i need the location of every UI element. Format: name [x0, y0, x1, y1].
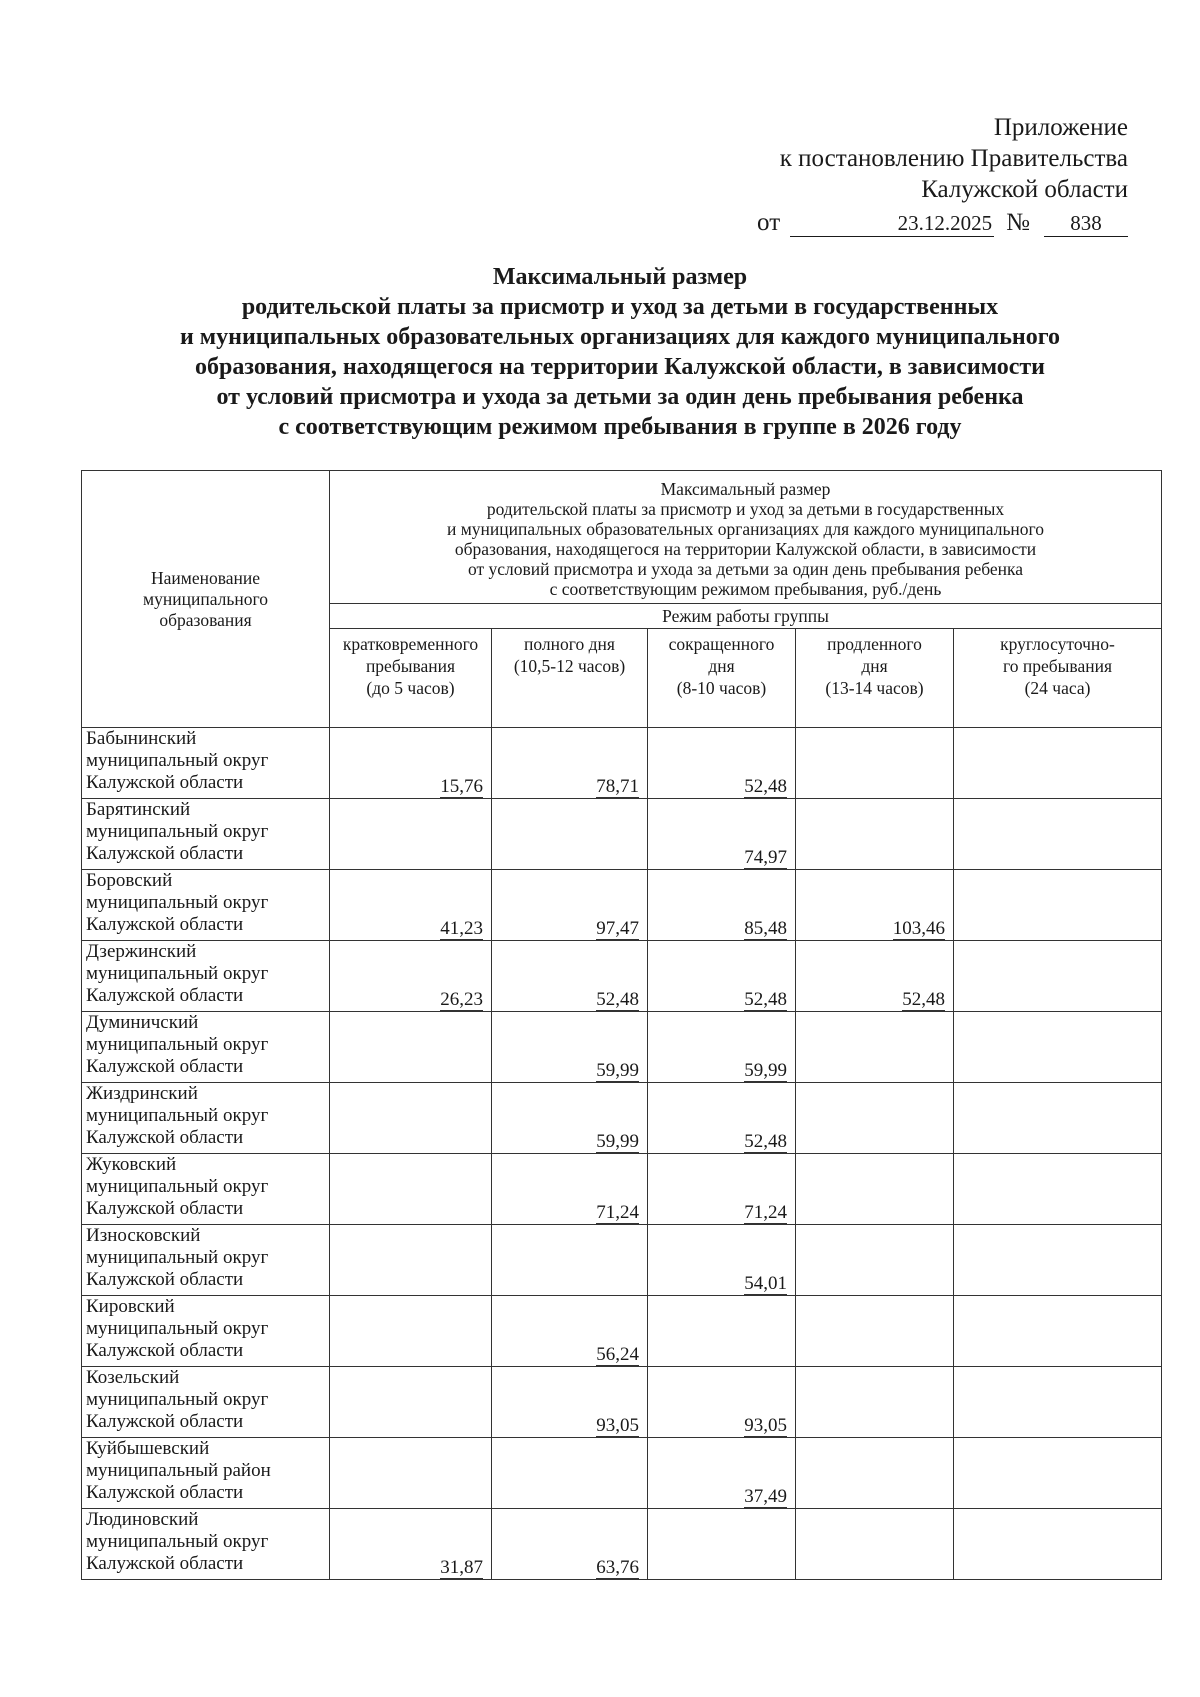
column-header-full-day [492, 629, 648, 728]
column-header-short-stay [330, 629, 492, 728]
fee-cell [330, 1296, 492, 1367]
fee-cell [492, 799, 648, 870]
header-line: (до 5 часов) [366, 678, 455, 698]
fee-cell [796, 1154, 954, 1225]
fee-value: 93,05 [596, 1415, 639, 1436]
fee-value: 15,76 [440, 776, 483, 797]
fee-value: 71,24 [596, 1202, 639, 1223]
fee-value: 37,49 [744, 1486, 787, 1507]
header-line: дня [861, 656, 888, 676]
group-mode-header: Режим работы группы [330, 604, 1162, 629]
fee-cell [330, 1509, 492, 1580]
municipality-name-line: Жуковский [86, 1154, 177, 1175]
municipality-name-line: Калужской области [86, 1411, 244, 1432]
municipality-name-line: Людиновский [86, 1509, 199, 1530]
fee-value: 59,99 [744, 1060, 787, 1081]
fee-cell [648, 1438, 796, 1509]
fee-value: 74,97 [744, 847, 787, 868]
fee-cell [492, 728, 648, 799]
header-line: кратковременного [342, 634, 479, 654]
fee-cell [648, 1509, 796, 1580]
municipality-header [82, 471, 330, 728]
municipality-name-line: Жиздринский [86, 1083, 198, 1104]
fee-cell [954, 1367, 1162, 1438]
fee-cell [796, 1225, 954, 1296]
header-line: родительской платы за присмотр и уход за детьми в государственных [486, 499, 1005, 519]
fee-value: 52,48 [744, 776, 787, 797]
fee-cell [492, 1438, 648, 1509]
fee-cell [796, 941, 954, 1012]
fee-cell [648, 870, 796, 941]
fee-cell [492, 1367, 648, 1438]
municipality-name-line: муниципальный округ [86, 1176, 269, 1197]
fee-cell [954, 1012, 1162, 1083]
fee-cell [330, 1438, 492, 1509]
fee-cell [492, 1296, 648, 1367]
table-row [82, 1296, 1162, 1367]
fee-cell [330, 728, 492, 799]
fee-cell [954, 799, 1162, 870]
header-line: муниципального [143, 588, 268, 609]
municipality-name [82, 1367, 330, 1438]
table-row [82, 799, 1162, 870]
municipality-name-line: Калужской области [86, 1198, 244, 1219]
fee-cell [648, 1154, 796, 1225]
fee-cell [796, 728, 954, 799]
header-line: (10,5-12 часов) [513, 656, 626, 676]
header-line: с соответствующим режимом пребывания, руб./день [549, 579, 942, 599]
fee-cell [954, 1225, 1162, 1296]
municipality-name-line: Козельский [86, 1367, 180, 1388]
resolution-number: 838 [1044, 210, 1128, 237]
header-line: Наименование [150, 567, 261, 588]
fee-cell [330, 1154, 492, 1225]
fee-cell [648, 1296, 796, 1367]
fee-cell [648, 799, 796, 870]
fee-cell [954, 728, 1162, 799]
fee-value: 26,23 [440, 989, 483, 1010]
table-row [82, 1509, 1162, 1580]
municipality-name-line: муниципальный район [86, 1460, 271, 1481]
fee-value: 59,99 [596, 1060, 639, 1081]
municipality-name-line: Думиничский [86, 1012, 199, 1033]
fee-value: 52,48 [596, 989, 639, 1010]
resolution-date: 23.12.2025 [790, 210, 994, 237]
table-row [82, 1083, 1162, 1154]
fee-cell [796, 1438, 954, 1509]
municipality-name [82, 1296, 330, 1367]
appendix-region: Калужской области [921, 176, 1128, 203]
municipality-name-line: Бабынинский [86, 728, 197, 749]
fee-table [81, 470, 1162, 1580]
header-line: круглосуточно- [1000, 634, 1115, 654]
column-header-round-the-clock [954, 629, 1162, 728]
fee-cell [492, 870, 648, 941]
title-line: и муниципальных образовательных организациях для каждого муниципального [179, 324, 1061, 350]
header-line: (8-10 часов) [676, 678, 767, 698]
municipality-name [82, 799, 330, 870]
header-line: Максимальный размер [660, 479, 831, 499]
municipality-name [82, 1225, 330, 1296]
fee-value: 71,24 [744, 1202, 787, 1223]
fee-cell [492, 1154, 648, 1225]
fee-cell [954, 941, 1162, 1012]
municipality-name [82, 870, 330, 941]
title-line: родительской платы за присмотр и уход за детьми в государственных [241, 294, 999, 320]
municipality-name [82, 1438, 330, 1509]
fee-value: 41,23 [440, 918, 483, 939]
municipality-name-line: Калужской области [86, 1553, 244, 1574]
table-row [82, 870, 1162, 941]
header-line: и муниципальных образовательных организациях для каждого муниципального [446, 519, 1045, 539]
municipality-name-line: муниципальный округ [86, 1318, 269, 1339]
table-body [82, 728, 1162, 1580]
number-sign: № [1006, 209, 1030, 236]
fee-cell [954, 1509, 1162, 1580]
fee-cell [330, 799, 492, 870]
municipality-name-line: муниципальный округ [86, 963, 269, 984]
header-line: (13-14 часов) [825, 678, 924, 698]
fee-cell [648, 1083, 796, 1154]
fee-value: 85,48 [744, 918, 787, 939]
fee-cell [796, 1296, 954, 1367]
fee-value: 103,46 [892, 918, 945, 939]
fee-value: 52,48 [744, 1131, 787, 1152]
document-title [60, 262, 1180, 442]
municipality-name-line: Калужской области [86, 1340, 244, 1361]
date-prefix: от [757, 209, 781, 236]
fee-value: 54,01 [744, 1273, 787, 1294]
fee-cell [330, 1367, 492, 1438]
header-line: образования [159, 609, 252, 630]
fee-value: 97,47 [596, 918, 639, 939]
fee-cell [330, 941, 492, 1012]
table-row [82, 1438, 1162, 1509]
header-line: го пребывания [1003, 656, 1112, 676]
fee-cell [796, 1012, 954, 1083]
municipality-name-line: муниципальный округ [86, 1389, 269, 1410]
fee-cell [648, 941, 796, 1012]
fee-cell [330, 870, 492, 941]
fee-cell [492, 1225, 648, 1296]
fee-cell [330, 1225, 492, 1296]
fee-value: 52,48 [744, 989, 787, 1010]
table-row [82, 728, 1162, 799]
fee-cell [954, 1438, 1162, 1509]
municipality-name [82, 728, 330, 799]
fee-cell [796, 1083, 954, 1154]
fee-value: 78,71 [596, 776, 639, 797]
table-row [82, 1154, 1162, 1225]
appendix-title: Приложение [993, 114, 1128, 141]
column-header-reduced-day [648, 629, 796, 728]
municipality-name [82, 1509, 330, 1580]
fee-value: 93,05 [744, 1415, 787, 1436]
municipality-name-line: муниципальный округ [86, 1247, 269, 1268]
column-header-extended-day [796, 629, 954, 728]
municipality-name-line: муниципальный округ [86, 892, 269, 913]
municipality-name-line: Дзержинский [86, 941, 197, 962]
fee-value: 59,99 [596, 1131, 639, 1152]
fee-value: 56,24 [596, 1344, 639, 1365]
municipality-name-line: муниципальный округ [86, 1531, 269, 1552]
fee-cell [492, 941, 648, 1012]
fee-cell [648, 1367, 796, 1438]
municipality-name [82, 941, 330, 1012]
header-line: (24 часа) [1024, 678, 1091, 698]
municipality-name-line: Барятинский [86, 799, 191, 820]
fee-cell [648, 728, 796, 799]
title-line: с соответствующим режимом пребывания в группе в 2026 году [278, 414, 962, 440]
fee-cell [330, 1012, 492, 1083]
header-line: дня [708, 656, 735, 676]
table-row [82, 1225, 1162, 1296]
fee-cell [796, 1509, 954, 1580]
fee-cell [648, 1012, 796, 1083]
appendix-date-line [757, 207, 1128, 238]
municipality-name-line: Износковский [86, 1225, 201, 1246]
fee-cell [954, 870, 1162, 941]
municipality-name-line: Боровский [86, 870, 173, 891]
fee-value: 31,87 [440, 1557, 483, 1578]
header-line: продленного [827, 634, 922, 654]
fee-value: 52,48 [902, 989, 945, 1010]
table-row [82, 941, 1162, 1012]
table-row [82, 1012, 1162, 1083]
municipality-name-line: Калужской области [86, 843, 244, 864]
fee-cell [796, 870, 954, 941]
title-line: Максимальный размер [492, 264, 748, 290]
municipality-name-line: Калужской области [86, 772, 244, 793]
municipality-name-line: Калужской области [86, 1056, 244, 1077]
municipality-name-line: Куйбышевский [86, 1438, 210, 1459]
municipality-name-line: муниципальный округ [86, 1034, 269, 1055]
table-row [82, 1367, 1162, 1438]
fee-cell [796, 1367, 954, 1438]
municipality-name-line: Калужской области [86, 914, 244, 935]
municipality-name-line: муниципальный округ [86, 1105, 269, 1126]
fee-cell [492, 1083, 648, 1154]
appendix-resolution: к постановлению Правительства [779, 145, 1128, 172]
fee-cell [954, 1083, 1162, 1154]
header-line: сокращенного [668, 634, 775, 654]
municipality-name [82, 1083, 330, 1154]
header-line: пребывания [365, 656, 456, 676]
title-line: от условий присмотра и ухода за детьми за один день пребывания ребенка [216, 384, 1024, 410]
fee-cell [648, 1225, 796, 1296]
municipality-name-line: муниципальный округ [86, 750, 269, 771]
municipality-name [82, 1154, 330, 1225]
header-line: образования, находящегося на территории Калужской области, в зависимости [454, 539, 1037, 559]
fee-cell [492, 1012, 648, 1083]
fee-cell [330, 1083, 492, 1154]
fee-cell [954, 1296, 1162, 1367]
municipality-name-line: Калужской области [86, 1482, 244, 1503]
appendix-header [757, 112, 1128, 238]
title-line: образования, находящегося на территории Калужской области, в зависимости [194, 354, 1046, 380]
municipality-name-line: муниципальный округ [86, 821, 269, 842]
fee-header [330, 471, 1162, 604]
municipality-name-line: Калужской области [86, 1269, 244, 1290]
fee-cell [796, 799, 954, 870]
municipality-name-line: Кировский [86, 1296, 175, 1317]
municipality-name-line: Калужской области [86, 1127, 244, 1148]
fee-cell [954, 1154, 1162, 1225]
municipality-name [82, 1012, 330, 1083]
fee-cell [492, 1509, 648, 1580]
fee-value: 63,76 [596, 1557, 639, 1578]
header-line: полного дня [524, 634, 615, 654]
municipality-name-line: Калужской области [86, 985, 244, 1006]
header-line: от условий присмотра и ухода за детьми за один день пребывания ребенка [467, 559, 1024, 579]
